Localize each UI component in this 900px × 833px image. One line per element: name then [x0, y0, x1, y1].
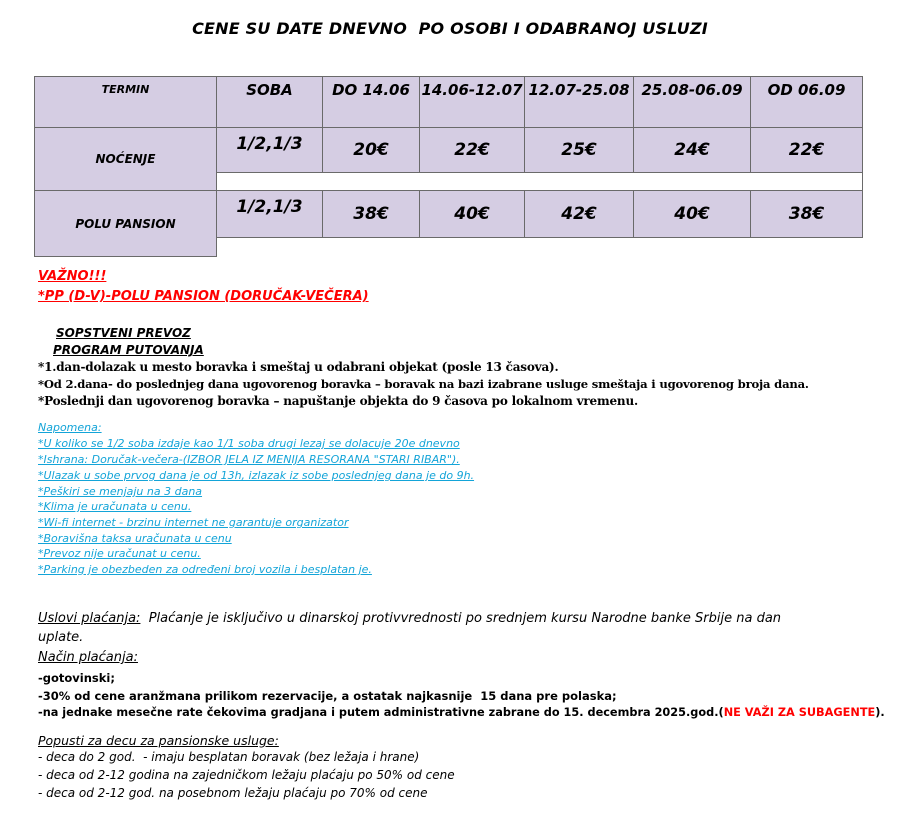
note-item: *Klima je uračunata u cenu. [38, 500, 192, 513]
table-spacer-row [216, 172, 863, 191]
itinerary-heading: PROGRAM PUTOVANJA [53, 343, 204, 357]
cell-price: 42€ [524, 190, 634, 238]
discount-item: - deca do 2 god. - imaju besplatan boravak (bez ležaja i hrane) [38, 750, 420, 764]
cell-price: 40€ [419, 190, 525, 238]
note-item: *U koliko se 1/2 soba izdaje kao 1/1 soba drugi lezaj se dolacuje 20e dnevno [38, 437, 460, 450]
payment-installments [38, 706, 885, 719]
header-period: 12.07-25.08 [524, 76, 634, 128]
payment-conditions-label: Uslovi plaćanja: [38, 611, 141, 626]
discounts-heading: Popusti za decu za pansionske usluge: [38, 733, 279, 748]
header-period: DO 14.06 [322, 76, 420, 128]
cell-price: 25€ [524, 127, 634, 173]
cell-price: 24€ [633, 127, 751, 173]
note-item: *Ulazak u sobe prvog dana je od 13h, izlazak iz sobe poslednjeg dana je do 9h. [38, 469, 475, 482]
header-termin: TERMIN [34, 76, 217, 128]
cell-price: 22€ [750, 127, 863, 173]
itinerary-line: *Od 2.dana- do poslednjeg dana ugovorenog boravka – boravak na bazi izabrane usluge smeštaja i ugovorenog broja dana. [38, 377, 809, 391]
itinerary-line: *Poslednji dan ugovorenog boravka – napuštanje objekta do 9 časova po lokalnom vremenu. [38, 394, 638, 408]
installments-warning: NE VAŽI ZA SUBAGENTE [723, 706, 876, 719]
header-period: 14.06-12.07 [419, 76, 525, 128]
header-period: 25.08-06.09 [633, 76, 751, 128]
header-period: OD 06.09 [750, 76, 863, 128]
cell-price: 22€ [419, 127, 525, 173]
note-item: *Ishrana: Doručak-večera-(IZBOR JELA IZ MENIJA RESORANA "STARI RIBAR"). [38, 453, 460, 466]
row-label-nocenje: NOĆENJE [34, 127, 217, 191]
note-item: *Parking je obezbeden za određeni broj vozila i besplatan je. [38, 563, 372, 576]
note-item: *Boravišna taksa uračunata u cenu [38, 532, 232, 545]
cell-price: 40€ [633, 190, 751, 238]
discount-item: - deca od 2-12 godina na zajedničkom ležaju plaćaju po 50% od cene [38, 768, 455, 782]
installments-end: ). [875, 706, 885, 719]
note-item: *Prevoz nije uračunat u cenu. [38, 547, 201, 560]
cell-price: 20€ [322, 127, 420, 173]
cell-soba: 1/2,1/3 [216, 190, 323, 238]
note-item: *Wi-fi internet - brzinu internet ne garantuje organizator [38, 516, 349, 529]
note-item: *Peškiri se menjaju na 3 dana [38, 485, 203, 498]
payment-conditions-text-cont: uplate. [38, 630, 84, 645]
page-title: CENE SU DATE DNEVNO PO OSOBI I ODABRANOJ USLUZI [192, 19, 708, 38]
header-soba: SOBA [216, 76, 323, 128]
own-transport-heading: SOPSTVENI PREVOZ [56, 326, 191, 340]
cell-price: 38€ [750, 190, 863, 238]
important-heading: VAŽNO!!! [38, 269, 107, 284]
payment-method-label: Način plaćanja: [38, 650, 138, 665]
itinerary-line: *1.dan-dolazak u mesto boravka i smeštaj u odabrani objekat (posle 13 časova). [38, 360, 559, 374]
payment-conditions-line [38, 611, 781, 626]
discount-item: - deca od 2-12 god. na posebnom ležaju plaćaju po 70% od cene [38, 786, 428, 800]
cell-price: 38€ [322, 190, 420, 238]
important-line: *PP (D-V)-POLU PANSION (DORUČAK-VEČERA) [38, 289, 369, 304]
payment-method-item: -30% od cene aranžmana prilikom rezervacije, a ostatak najkasnije 15 dana pre polaska; [38, 689, 617, 703]
cell-soba: 1/2,1/3 [216, 127, 323, 173]
payment-method-item: -gotovinski; [38, 671, 115, 685]
installments-text: -na jednake mesečne rate čekovima gradjana i putem administrativne zabrane do 15. decembra 2025.god.( [38, 706, 724, 719]
notes-heading: Napomena: [38, 421, 102, 434]
payment-conditions-text: Plaćanje je isključivo u dinarskoj protivvrednosti po srednjem kursu Narodne banke Srbije na dan [148, 611, 782, 626]
row-label-polu-pansion: POLU PANSION [34, 190, 217, 257]
